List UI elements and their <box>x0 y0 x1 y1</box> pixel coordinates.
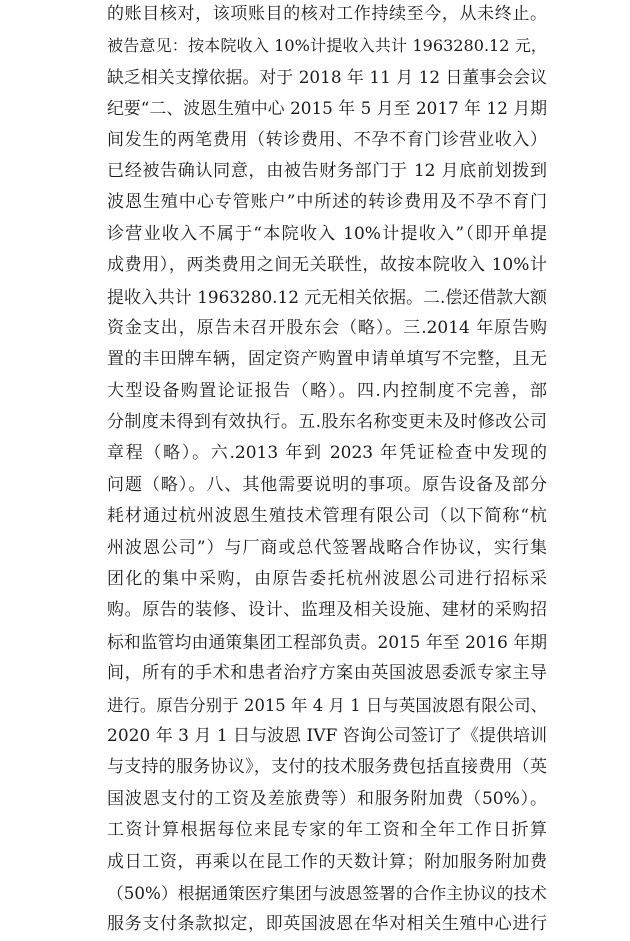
text-line: 纪要“二、波恩生殖中心 2015 年 5 月至 2017 年 12 月期 <box>107 98 547 119</box>
text-line: 间发生的两笔费用（转诊费用、不孕不育门诊营业收入） <box>107 129 547 150</box>
text-line: 2020 年 3 月 1 日与波恩 IVF 咨询公司签订了《提供培训 <box>107 725 547 746</box>
text-line: 已经被告确认同意，由被告财务部门于 12 月底前划拨到 <box>107 160 547 181</box>
text-line: 国波恩支付的工资及差旅费等）和服务附加费（50%）。 <box>107 788 547 809</box>
document-page <box>107 0 547 935</box>
text-line: 标和监管均由通策集团工程部负责。2015 年至 2016 年期 <box>107 631 547 652</box>
text-line: 大型设备购置论证报告（略）。四.内控制度不完善，部 <box>107 380 547 401</box>
text-line: 团化的集中采购，由原告委托杭州波恩公司进行招标采 <box>107 569 547 590</box>
text-line: 分制度未得到有效执行。五.股东名称变更未及时修改公司 <box>107 412 547 433</box>
text-line: 问题（略）。八、其他需要说明的事项。原告设备及部分 <box>107 474 547 495</box>
text-line: 置的丰田牌车辆，固定资产购置申请单填写不完整，且无 <box>107 349 547 370</box>
text-line: 进行。原告分别于 2015 年 4 月 1 日与英国波恩有限公司、 <box>107 695 547 715</box>
text-line: 被告意见：按本院收入 10%计提收入共计 1963280.12 元， <box>107 36 547 56</box>
text-line: （50%）根据通策医疗集团与波恩签署的合作主协议的技术 <box>107 883 547 903</box>
text-line: 购。原告的装修、设计、监理及相关设施、建材的采购招 <box>107 600 547 621</box>
text-line: 缺乏相关支撑依据。对于 2018 年 11 月 12 日董事会会议 <box>107 66 547 87</box>
text-line: 与支持的服务协议》，支付的技术服务费包括直接费用（英 <box>107 757 547 778</box>
text-line: 提收入共计 1963280.12 元无相关依据。二.偿还借款大额 <box>107 286 547 307</box>
text-line: 耗材通过杭州波恩生殖技术管理有限公司（以下简称“杭 <box>107 506 547 527</box>
text-line: 资金支出，原告未召开股东会（略）。三.2014 年原告购 <box>107 317 547 338</box>
text-line: 间，所有的手术和患者治疗方案由英国波恩委派专家主导 <box>107 663 547 684</box>
text-line: 波恩生殖中心专管账户”中所述的转诊费用及不孕不育门 <box>107 192 547 213</box>
text-line: 的账目核对，该项账目的核对工作持续至今，从未终止。 <box>107 4 547 24</box>
text-line: 服务支付条款拟定，即英国波恩在华对相关生殖中心进行 <box>107 914 547 935</box>
text-line: 州波恩公司”）与厂商或总代签署战略合作协议，实行集 <box>107 537 547 558</box>
text-line: 诊营业收入不属于“本院收入 10%计提收入”（即开单提 <box>107 223 547 244</box>
text-line: 成日工资，再乘以在昆工作的天数计算；附加服务附加费 <box>107 851 547 872</box>
text-line: 章程（略）。六.2013 年到 2023 年凭证检查中发现的 <box>107 443 547 464</box>
text-line: 成费用），两类费用之间无关联性，故按本院收入 10%计 <box>107 255 547 276</box>
text-line: 工资计算根据每位来昆专家的年工资和全年工作日折算 <box>107 820 547 841</box>
